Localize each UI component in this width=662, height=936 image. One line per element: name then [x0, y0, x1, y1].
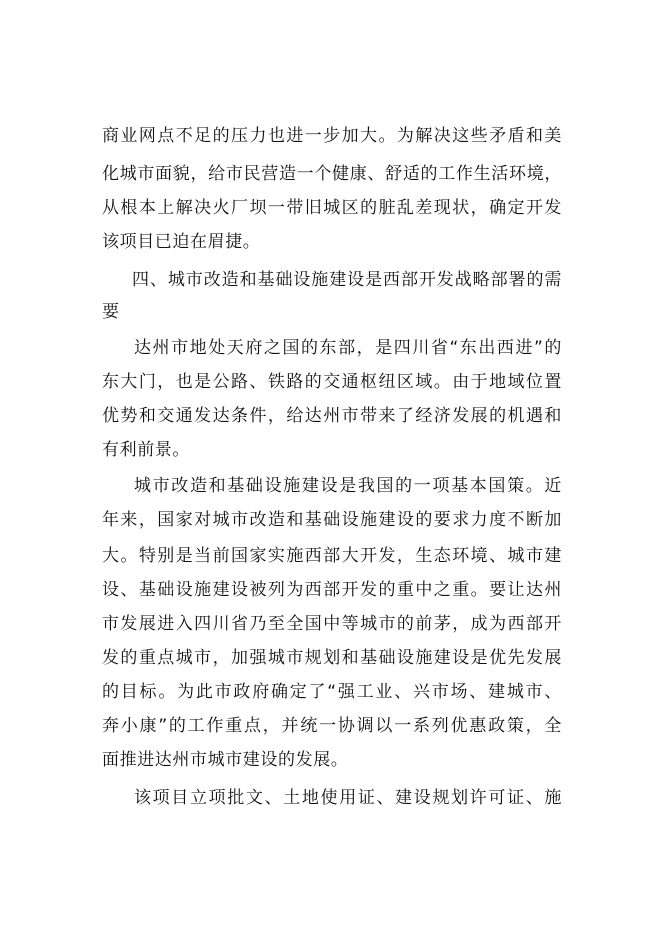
- text-line: 东大门，也是公路、铁路的交通枢纽区域。由于地域位置: [102, 372, 562, 392]
- text-line: 化城市面貌，给市民营造一个健康、舒适的工作生活环境，: [102, 164, 562, 184]
- text-line: 设、基础设施建设被列为西部开发的重中之重。要让达州: [102, 580, 562, 600]
- text-line: 从根本上解决火厂坝一带旧城区的脏乱差现状，确定开发: [102, 198, 562, 218]
- text-line: 市发展进入四川省乃至全国中等城市的前茅，成为西部开: [102, 614, 562, 634]
- text-line: 面推进达州市城市建设的发展。: [102, 750, 349, 770]
- text-line: 的目标。为此市政府确定了“强工业、兴市场、建城市、: [102, 682, 562, 702]
- text-line: 奔小康”的工作重点，并统一协调以一系列优惠政策，全: [102, 716, 562, 736]
- heading-line: 要: [102, 302, 120, 322]
- heading-line: 四、城市改造和基础设施建设是西部开发战略部署的需: [132, 270, 562, 290]
- text-line: 该项目已迫在眉捷。: [102, 232, 261, 252]
- text-line: 达州市地处天府之国的东部，是四川省“东出西进”的: [134, 338, 562, 358]
- text-line: 年来，国家对城市改造和基础设施建设的要求力度不断加: [102, 510, 562, 530]
- text-line: 商业网点不足的压力也进一步加大。为解决这些矛盾和美: [102, 126, 562, 146]
- text-line: 城市改造和基础设施建设是我国的一项基本国策。近: [134, 476, 562, 496]
- text-line: 大。特别是当前国家实施西部大开发，生态环境、城市建: [102, 546, 562, 566]
- text-line: 该项目立项批文、土地使用证、建设规划许可证、施: [134, 788, 562, 808]
- text-line: 有利前景。: [102, 440, 190, 460]
- text-line: 优势和交通发达条件，给达州市带来了经济发展的机遇和: [102, 406, 562, 426]
- text-line: 发的重点城市，加强城市规划和基础设施建设是优先发展: [102, 648, 562, 668]
